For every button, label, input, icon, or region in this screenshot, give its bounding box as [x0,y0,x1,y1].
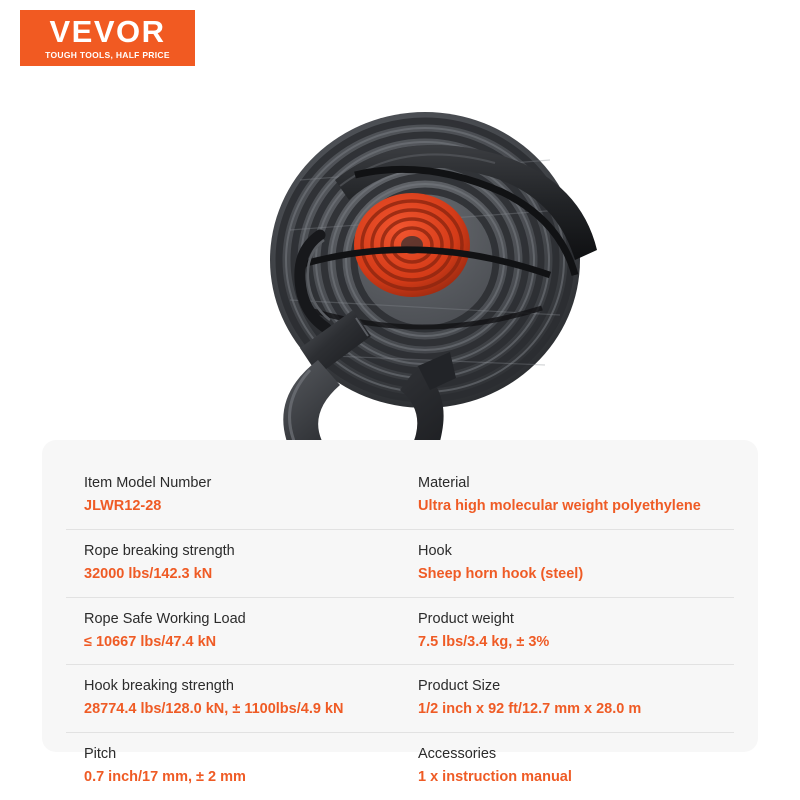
spec-value: JLWR12-28 [84,498,162,515]
spec-cell-right [400,462,734,529]
spec-label: Rope Safe Working Load [84,610,246,627]
specification-card [42,440,758,786]
brand-name: VEVOR [49,14,166,50]
spec-cell-left [66,665,400,733]
spec-label: Material [418,475,470,491]
spec-value: 32000 lbs/142.3 kN [84,565,213,582]
spec-cell-left [66,597,400,665]
spec-value: Sheep horn hook (steel) [418,565,584,582]
spec-cell-right [400,529,734,597]
spec-value: Ultra high molecular weight polyethylene [418,498,701,515]
spec-label: Rope breaking strength [84,542,235,559]
spec-label: Hook breaking strength [84,678,234,695]
spec-label: Item Model Number [84,475,212,491]
spec-value: ≤ 10667 lbs/47.4 kN [84,633,217,650]
brand-tagline: TOUGH TOOLS, HALF PRICE [45,50,170,61]
spec-value: 7.5 lbs/3.4 kg, ± 3% [418,633,550,650]
spec-label: Hook [418,542,452,559]
spec-value: 1 x instruction manual [418,769,572,786]
spec-cell-left [66,733,400,800]
spec-value: 28774.4 lbs/128.0 kN, ± 1100lbs/4.9 kN [84,701,344,718]
spec-cell-right [400,665,734,733]
spec-value: 1/2 inch x 92 ft/12.7 mm x 28.0 m [418,701,642,718]
winch-rope-illustration [150,60,670,440]
table-row [66,462,734,529]
vevor-logo [20,10,195,66]
spec-cell-left [66,529,400,597]
spec-label: Product weight [418,610,514,627]
table-row [66,597,734,665]
spec-cell-left [66,462,400,529]
table-row [66,665,734,733]
spec-label: Accessories [418,746,497,763]
spec-cell-right [400,733,734,800]
spec-label: Pitch [84,746,117,763]
product-photo [150,60,670,440]
specification-table [66,462,734,800]
spec-cell-right [400,597,734,665]
spec-label: Product Size [418,678,501,695]
spec-value: 0.7 inch/17 mm, ± 2 mm [84,769,246,786]
table-row [66,529,734,597]
table-row [66,733,734,800]
